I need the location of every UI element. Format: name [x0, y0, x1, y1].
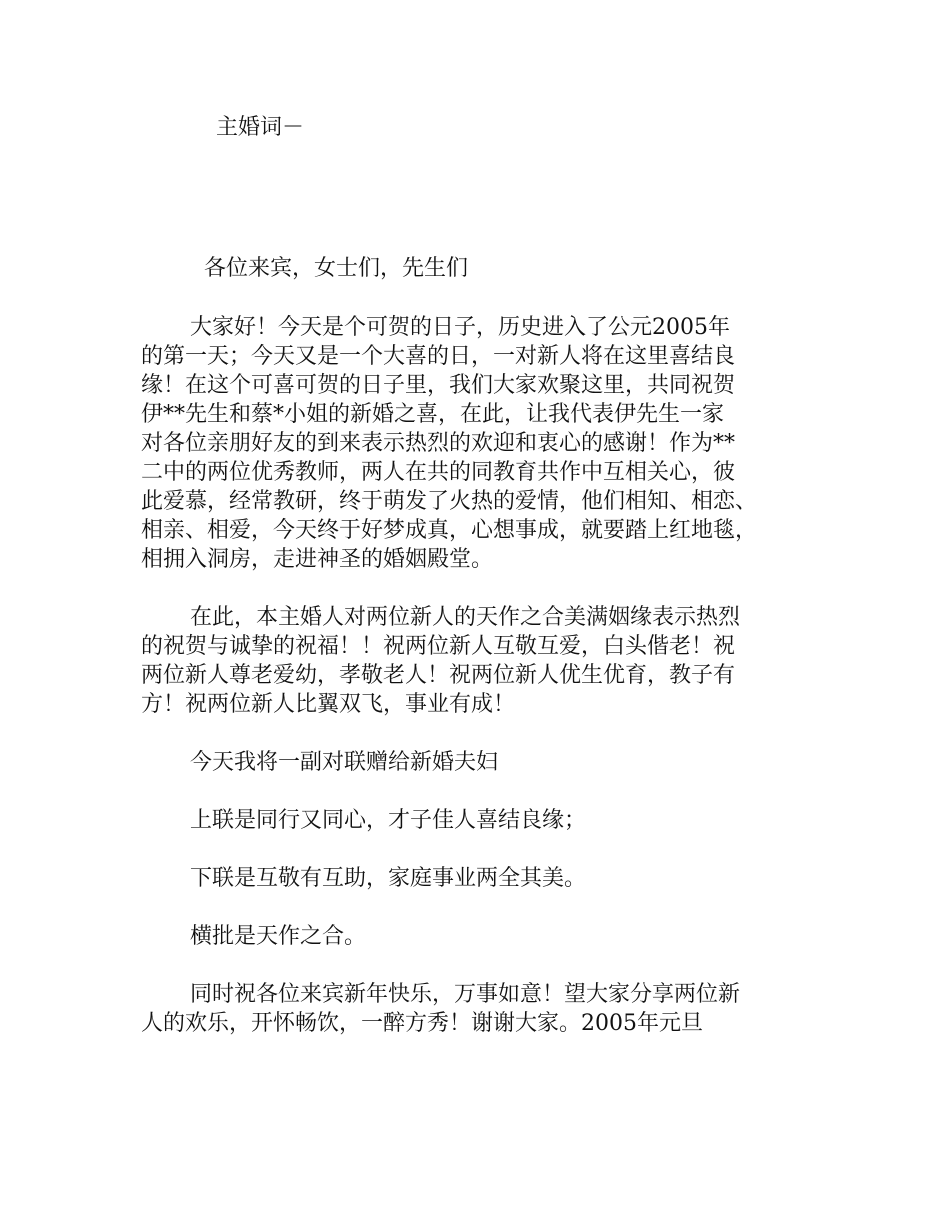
- paragraph-line: 伊**先生和蔡*小姐的新婚之喜，在此，让我代表伊先生一家: [141, 402, 725, 427]
- paragraph-line: 同时祝各位来宾新年快乐，万事如意！望大家分享两位新: [190, 982, 741, 1007]
- paragraph-line: 二中的两位优秀教师，两人在共的同教育共作中互相关心，彼: [141, 460, 736, 485]
- paragraph-opening: [141, 313, 831, 574]
- paragraph-closing: [141, 980, 831, 1038]
- paragraph-blessing: [141, 603, 831, 719]
- document-title: 主婚词－: [216, 115, 305, 140]
- paragraph-line: 缘！在这个可喜可贺的日子里，我们大家欢聚这里，共同祝贺: [141, 373, 736, 398]
- paragraph-line: 对各位亲朋好友的到来表示热烈的欢迎和衷心的感谢！作为**: [141, 431, 736, 456]
- paragraph-couplet-horizontal: [141, 922, 831, 951]
- greeting-line: 各位来宾，女士们，先生们: [204, 256, 469, 281]
- document-body: [141, 313, 831, 1067]
- paragraph-line: 两位新人尊老爱幼，孝敬老人！祝两位新人优生优育，教子有: [141, 663, 736, 688]
- paragraph-couplet-lower: [141, 864, 831, 893]
- paragraph-line: 此爱慕，经常教研，终于萌发了火热的爱情，他们相知、相恋、: [141, 489, 758, 514]
- paragraph-line: 的第一天；今天又是一个大喜的日，一对新人将在这里喜结良: [141, 344, 736, 369]
- paragraph-couplet-intro: [141, 748, 831, 777]
- paragraph-line: 方！祝两位新人比翼双飞，事业有成！: [141, 692, 516, 717]
- paragraph-line: 相亲、相爱，今天终于好梦成真，心想事成，就要踏上红地毯，: [141, 518, 758, 543]
- paragraph-line: 今天我将一副对联赠给新婚夫妇: [190, 750, 499, 775]
- paragraph-line: 相拥入洞房，走进神圣的婚姻殿堂。: [141, 547, 494, 572]
- paragraph-line: 的祝贺与诚挚的祝福！！祝两位新人互敬互爱，白头偕老！祝: [141, 634, 736, 659]
- paragraph-line: 在此，本主婚人对两位新人的天作之合美满姻缘表示热烈: [190, 605, 741, 630]
- paragraph-line: 上联是同行又同心，才子佳人喜结良缘；: [190, 808, 587, 833]
- paragraph-line: 横批是天作之合。: [190, 924, 367, 949]
- paragraph-line: 人的欢乐，开怀畅饮，一醉方秀！谢谢大家。2005年元旦: [141, 1011, 703, 1036]
- paragraph-line: 下联是互敬有互助，家庭事业两全其美。: [190, 866, 587, 891]
- paragraph-couplet-upper: [141, 806, 831, 835]
- paragraph-line: 大家好！今天是个可贺的日子，历史进入了公元2005年: [190, 315, 730, 340]
